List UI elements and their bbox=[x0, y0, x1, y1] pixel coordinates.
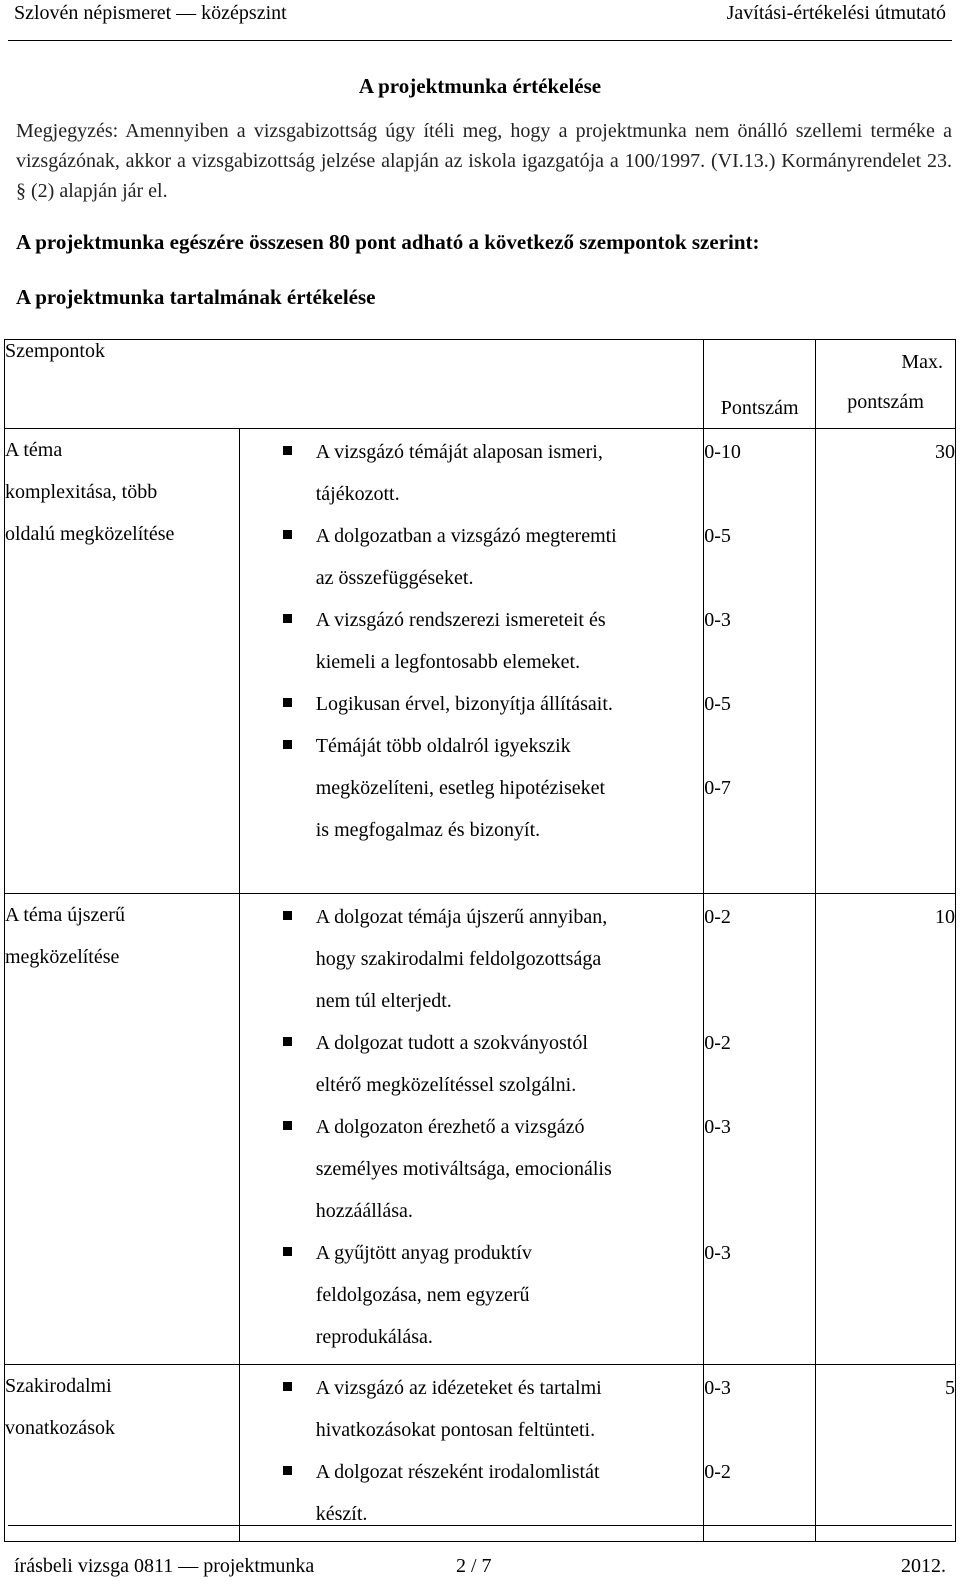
max-points-header bbox=[816, 340, 956, 429]
item-text: A vizsgázó rendszerezi ismereteit és kiemeli a legfontosabb elemeket. bbox=[315, 609, 606, 673]
items-cell bbox=[239, 429, 703, 894]
item-points: 0-2 bbox=[704, 906, 731, 928]
criterion-cell bbox=[5, 429, 240, 894]
item-points: 0-5 bbox=[704, 693, 731, 715]
bullet-icon bbox=[283, 911, 292, 920]
item-points: 0-2 bbox=[704, 1461, 731, 1483]
criterion-cell bbox=[5, 894, 240, 1365]
footer-page-number: 2 / 7 bbox=[456, 1555, 492, 1577]
criterion-item bbox=[240, 1106, 703, 1232]
bullet-icon bbox=[283, 1382, 292, 1391]
table-row bbox=[5, 894, 956, 1365]
bullet-icon bbox=[283, 740, 292, 749]
points-header: Pontszám bbox=[704, 340, 816, 429]
max-points-value: 5 bbox=[816, 1365, 956, 1542]
criteria-header: Szempontok bbox=[5, 340, 704, 429]
criterion-line: A téma újszerű bbox=[5, 904, 125, 926]
points-cell bbox=[704, 894, 816, 1365]
item-text: A vizsgázó az idézeteket és tartalmi hivatkozásokat pontosan feltünteti. bbox=[315, 1377, 602, 1441]
item-text: Témáját több oldalról igyekszik megközelíteni, esetleg hipotéziseket is megfogalmaz és bizonyít. bbox=[315, 735, 606, 841]
table-body bbox=[5, 429, 956, 1542]
item-points: 0-7 bbox=[704, 777, 731, 799]
bullet-icon bbox=[283, 530, 292, 539]
footer-exam: írásbeli vizsga 0811 — projektmunka bbox=[14, 1555, 315, 1577]
footer-year: 2012. bbox=[901, 1555, 946, 1577]
criterion-line: megközelítése bbox=[5, 946, 120, 968]
page-title: A projektmunka értékelése bbox=[358, 74, 602, 98]
item-points: 0-3 bbox=[704, 1377, 731, 1399]
items-cell bbox=[239, 1365, 703, 1542]
header-doc-type: Javítási-értékelési útmutató bbox=[726, 2, 946, 24]
points-cell bbox=[704, 1365, 816, 1542]
header-subject: Szlovén népismeret — középszint bbox=[14, 2, 287, 24]
item-points: 0-10 bbox=[704, 441, 741, 463]
points-cell bbox=[704, 429, 816, 894]
criterion-item bbox=[240, 431, 703, 515]
item-points: 0-2 bbox=[704, 1032, 731, 1054]
criterion-item bbox=[240, 1367, 703, 1451]
max-points-value: 10 bbox=[816, 894, 956, 1365]
bullet-icon bbox=[283, 698, 292, 707]
note-paragraph: Megjegyzés: Amennyiben a vizsgabizottság úgy ítéli meg, hogy a projektmunka nem önálló szellemi terméke a vizsgázónak, akkor a vizsgabizottság jelzése alapján az iskola igazgatója a 100/1997. (VI.13.) Kormányrendelet 23. § (2) alapján jár el. bbox=[16, 120, 952, 202]
table-header-row bbox=[5, 340, 956, 429]
item-text: A dolgozatban a vizsgázó megteremti az összefüggéseket. bbox=[315, 525, 617, 589]
item-text: A dolgozat részeként irodalomlistát készít. bbox=[315, 1461, 600, 1525]
criterion-item bbox=[240, 515, 703, 599]
criterion-item bbox=[240, 1232, 703, 1358]
evaluation-table bbox=[4, 339, 956, 1542]
criterion-item bbox=[240, 725, 703, 851]
criterion-line: Szakirodalmi bbox=[5, 1375, 112, 1397]
content-heading: A projektmunka tartalmának értékelése bbox=[16, 285, 376, 309]
criterion-cell bbox=[5, 1365, 240, 1542]
items-cell bbox=[239, 894, 703, 1365]
bullet-icon bbox=[283, 446, 292, 455]
table-row bbox=[5, 1365, 956, 1542]
item-text: A gyűjtött anyag produktív feldolgozása, nem egyzerű reprodukálása. bbox=[315, 1242, 532, 1348]
item-points: 0-3 bbox=[704, 1242, 731, 1264]
item-text: A dolgozat témája újszerű annyiban, hogy szakirodalmi feldolgozottsága nem túl elterjedt. bbox=[315, 906, 608, 1012]
item-text: A dolgozat tudott a szokványostól eltérő megközelítéssel szolgálni. bbox=[315, 1032, 588, 1096]
item-points: 0-3 bbox=[704, 609, 731, 631]
bullet-icon bbox=[283, 1466, 292, 1475]
max-points-value: 30 bbox=[816, 429, 956, 894]
max-header-line1: Max. bbox=[901, 351, 943, 373]
page-header bbox=[0, 0, 960, 46]
criterion-line: komplexitása, több bbox=[5, 481, 158, 503]
criterion-line: oldalú megközelítése bbox=[5, 523, 175, 545]
total-points-heading: A projektmunka egészére összesen 80 pont adható a következő szempontok szerint: bbox=[16, 230, 760, 254]
criterion-item bbox=[240, 1022, 703, 1106]
table-row bbox=[5, 429, 956, 894]
bullet-icon bbox=[283, 1121, 292, 1130]
bullet-icon bbox=[283, 1037, 292, 1046]
criterion-line: vonatkozások bbox=[5, 1417, 115, 1439]
bullet-icon bbox=[283, 614, 292, 623]
criterion-line: A téma bbox=[5, 439, 63, 461]
item-text: A vizsgázó témáját alaposan ismeri, tájékozott. bbox=[315, 441, 603, 505]
header-rule bbox=[8, 40, 952, 41]
criterion-item bbox=[240, 1451, 703, 1535]
criterion-item bbox=[240, 599, 703, 683]
max-header-line2: pontszám bbox=[847, 391, 924, 413]
item-text: A dolgozaton érezhető a vizsgázó személyes motiváltsága, emocionális hozzáállása. bbox=[315, 1116, 612, 1222]
criterion-item bbox=[240, 683, 703, 725]
item-points: 0-3 bbox=[704, 1116, 731, 1138]
footer-rule bbox=[8, 1525, 952, 1526]
item-points: 0-5 bbox=[704, 525, 731, 547]
criterion-item bbox=[240, 896, 703, 1022]
bullet-icon bbox=[283, 1247, 292, 1256]
item-text: Logikusan érvel, bizonyítja állításait. bbox=[315, 693, 613, 715]
